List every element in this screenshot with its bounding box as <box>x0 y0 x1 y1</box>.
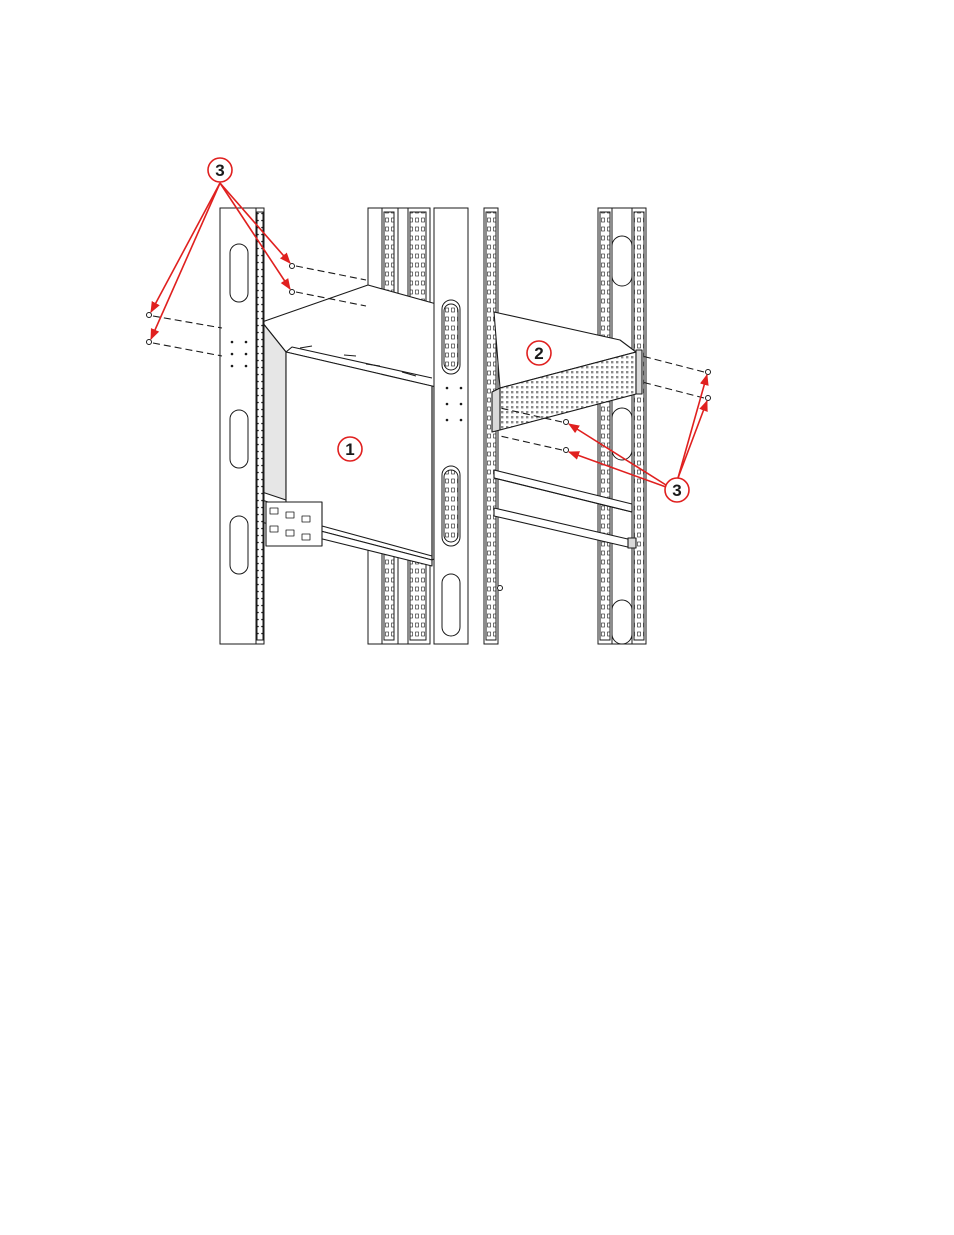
front-left-rack-post <box>220 208 264 644</box>
callout-label-3-top: 3 <box>215 161 225 180</box>
callout-shelf <box>527 341 551 365</box>
callout-label-1: 1 <box>345 440 355 459</box>
chassis <box>262 285 440 566</box>
callout-label-3-bottom: 3 <box>672 481 682 500</box>
callout-chassis <box>338 437 362 461</box>
front-middle-rack-post <box>434 208 468 644</box>
callout-label-2: 2 <box>534 344 544 363</box>
